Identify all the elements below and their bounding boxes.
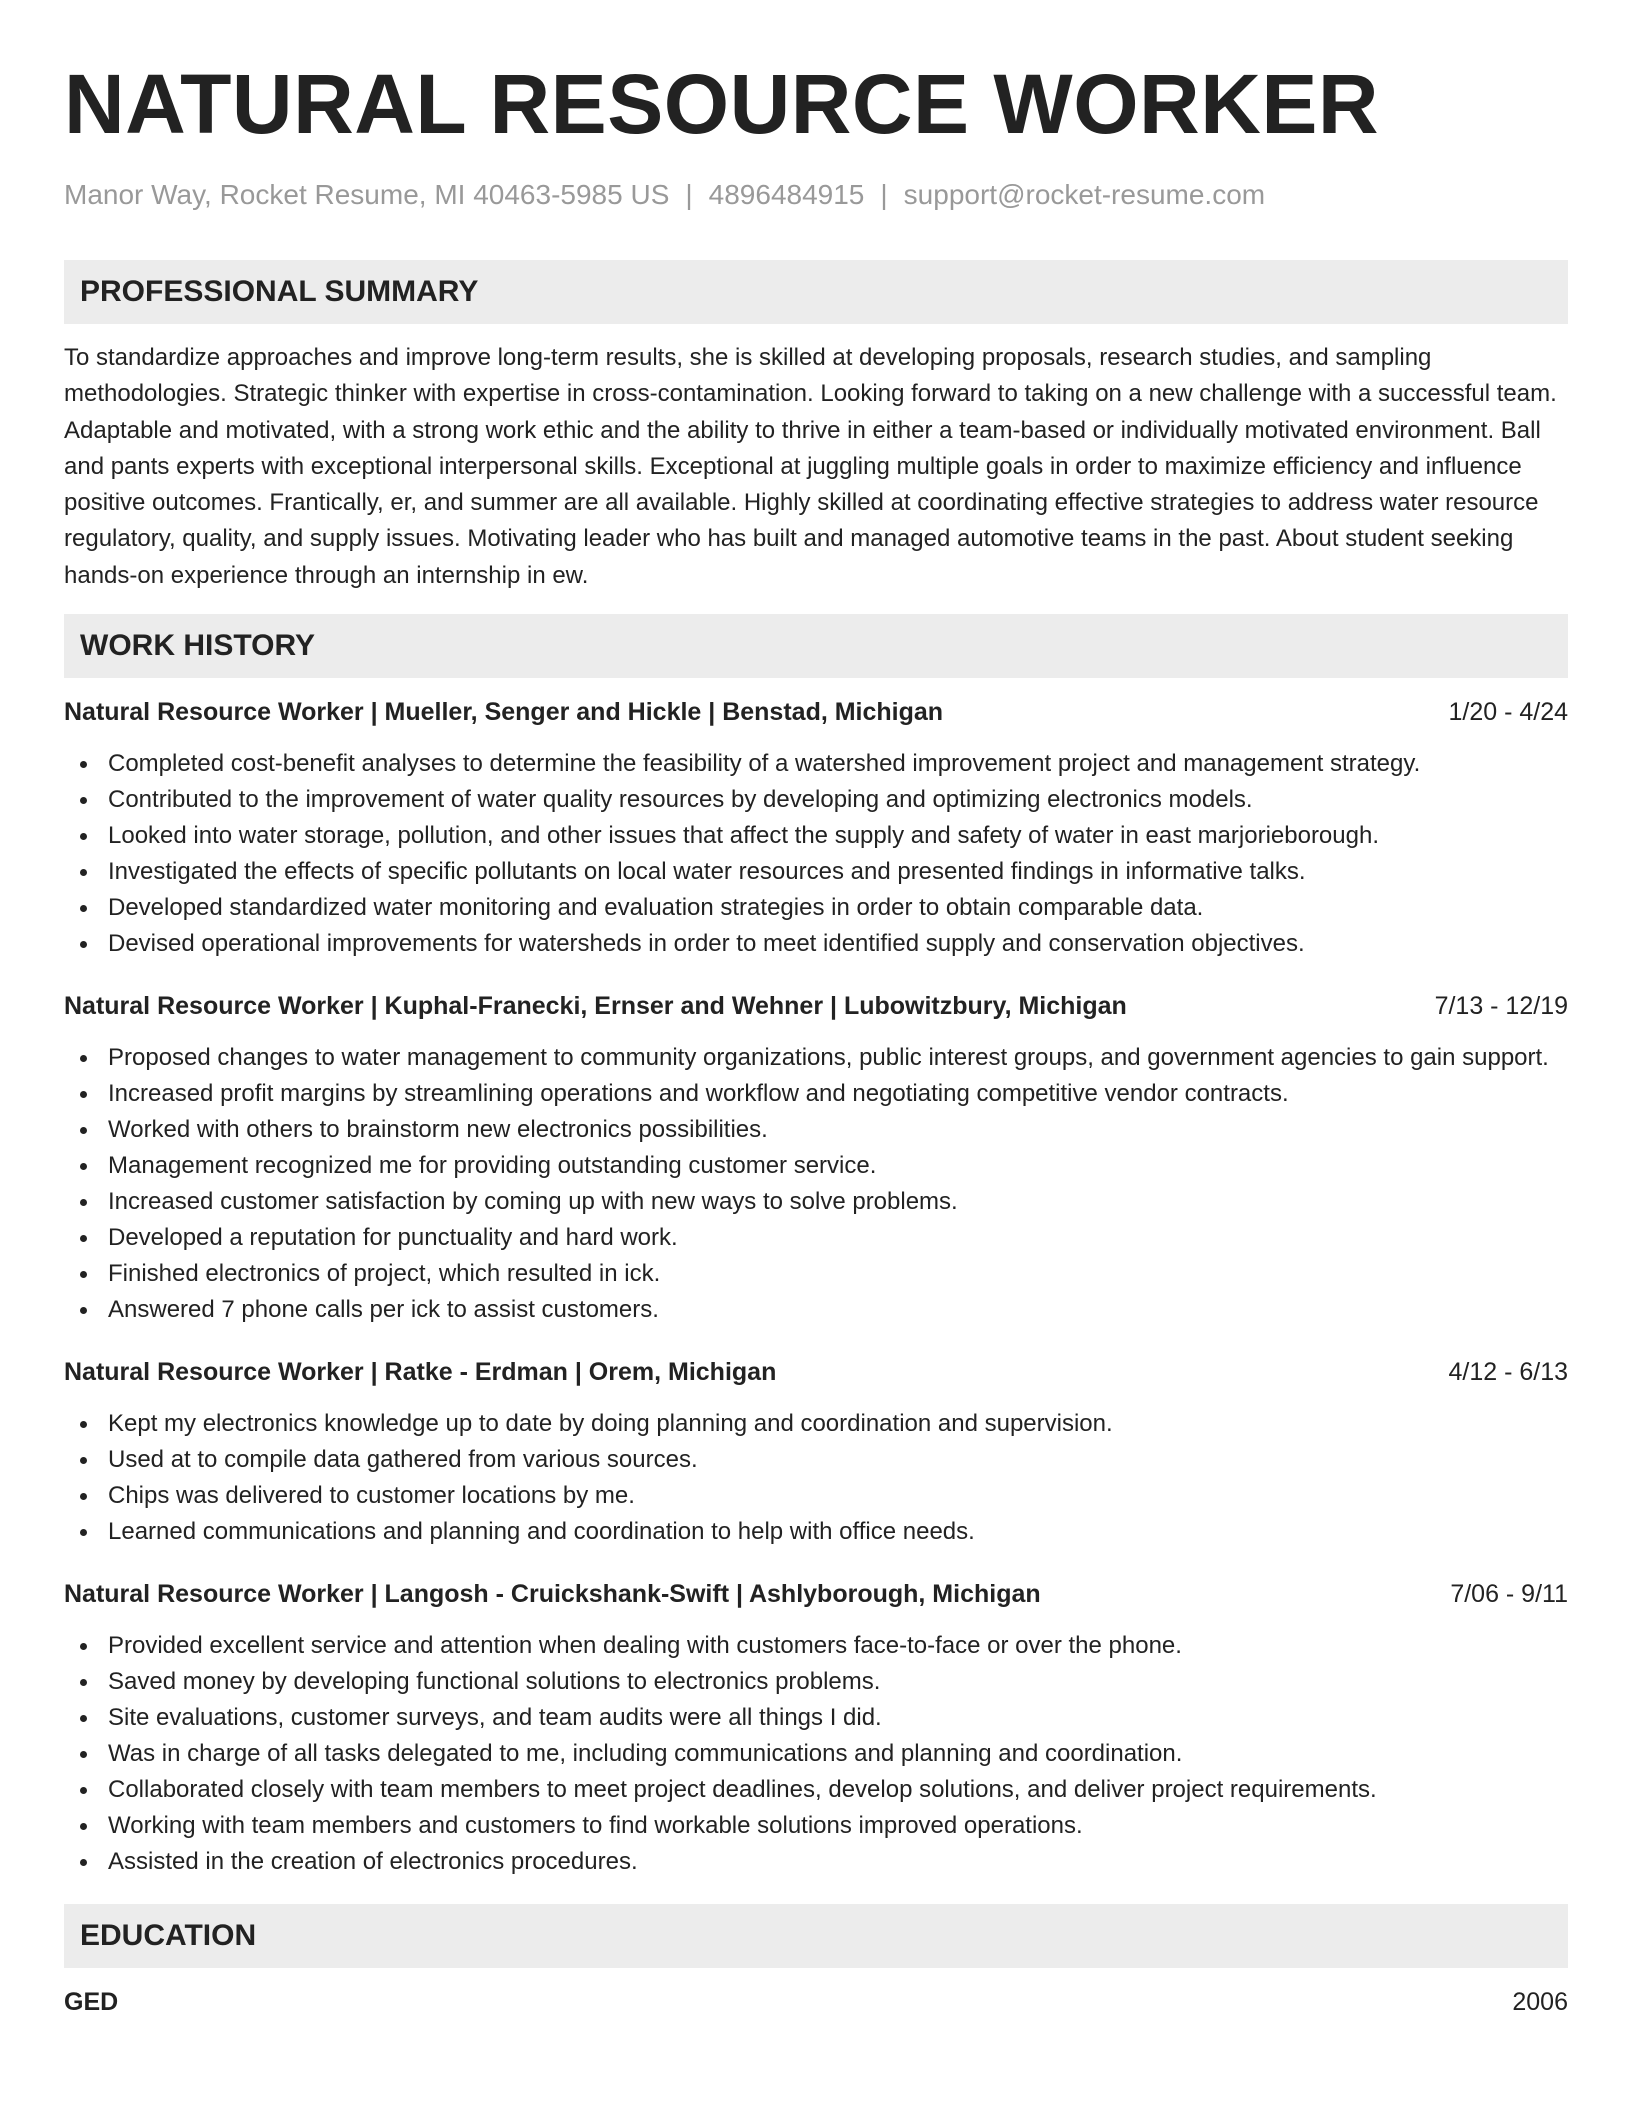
job-title: Natural Resource Worker | Kuphal-Franecki, Ernser and Wehner | Lubowitzbury, Michigan <box>64 992 1127 1021</box>
contact-address: Manor Way, Rocket Resume, MI 40463-5985 US <box>64 179 670 210</box>
section-heading-summary: PROFESSIONAL SUMMARY <box>64 260 1568 324</box>
job-bullets <box>64 1040 1568 1328</box>
education-entry <box>64 1984 1568 2020</box>
job-bullet: Increased customer satisfaction by coming up with new ways to solve problems. <box>64 1184 1568 1220</box>
job-entry <box>64 1576 1568 1880</box>
job-bullet: Looked into water storage, pollution, and other issues that affect the supply and safety of water in east marjorieborough. <box>64 818 1568 854</box>
job-header <box>64 1354 1568 1390</box>
job-bullets <box>64 1406 1568 1550</box>
job-bullet: Site evaluations, customer surveys, and team audits were all things I did. <box>64 1700 1568 1736</box>
job-title: Natural Resource Worker | Mueller, Senger and Hickle | Benstad, Michigan <box>64 698 944 727</box>
job-bullet: Increased profit margins by streamlining operations and workflow and negotiating competitive vendor contracts. <box>64 1076 1568 1112</box>
contact-email: support@rocket-resume.com <box>903 179 1266 210</box>
job-header <box>64 988 1568 1024</box>
job-bullet: Chips was delivered to customer locations by me. <box>64 1478 1568 1514</box>
summary-text: To standardize approaches and improve long-term results, she is skilled at developing proposals, research studies, and sampling methodologies. Strategic thinker with expertise in cross-contamination. Looking forward to taking on a new challenge with a successful team. Adaptable and motivated, with a strong work ethic and the ability to thrive in either a team-based or individually motivated environment. Ball and pants experts with exceptional interpersonal skills. Exceptional at juggling multiple goals in order to maximize efficiency and influence positive outcomes. Frantically, er, and summer are all available. Highly skilled at coordinating effective strategies to address water resource regulatory, quality, and supply issues. Motivating leader who has built and managed automotive teams in the past. About student seeking hands-on experience through an internship in ew. <box>64 344 1557 589</box>
job-bullet: Answered 7 phone calls per ick to assist customers. <box>64 1292 1568 1328</box>
job-header <box>64 1576 1568 1612</box>
job-bullets <box>64 746 1568 962</box>
job-dates: 1/20 - 4/24 <box>1448 698 1568 727</box>
job-dates: 7/13 - 12/19 <box>1434 992 1568 1021</box>
work-history-list <box>64 694 1568 1880</box>
job-bullet: Was in charge of all tasks delegated to me, including communications and planning and coordination. <box>64 1736 1568 1772</box>
section-heading-education: EDUCATION <box>64 1904 1568 1968</box>
job-bullet: Collaborated closely with team members to meet project deadlines, develop solutions, and deliver project requirements. <box>64 1772 1568 1808</box>
contact-separator: | <box>685 179 693 210</box>
job-bullets <box>64 1628 1568 1880</box>
job-bullet: Contributed to the improvement of water quality resources by developing and optimizing electronics models. <box>64 782 1568 818</box>
job-title: Natural Resource Worker | Ratke - Erdman | Orem, Michigan <box>64 1358 777 1387</box>
job-header <box>64 694 1568 730</box>
contact-line <box>64 178 1568 212</box>
job-bullet: Saved money by developing functional solutions to electronics problems. <box>64 1664 1568 1700</box>
education-degree: GED <box>64 1988 119 2017</box>
job-entry <box>64 694 1568 962</box>
job-bullet: Management recognized me for providing outstanding customer service. <box>64 1148 1568 1184</box>
job-bullet: Kept my electronics knowledge up to date by doing planning and coordination and supervision. <box>64 1406 1568 1442</box>
job-bullet: Working with team members and customers to find workable solutions improved operations. <box>64 1808 1568 1844</box>
job-bullet: Learned communications and planning and coordination to help with office needs. <box>64 1514 1568 1550</box>
education-year: 2006 <box>1512 1988 1568 2017</box>
job-dates: 4/12 - 6/13 <box>1448 1358 1568 1387</box>
job-entry <box>64 988 1568 1328</box>
job-bullet: Developed a reputation for punctuality and hard work. <box>64 1220 1568 1256</box>
job-bullet: Completed cost-benefit analyses to determine the feasibility of a watershed improvement project and management strategy. <box>64 746 1568 782</box>
contact-phone: 4896484915 <box>708 179 865 210</box>
job-bullet: Assisted in the creation of electronics procedures. <box>64 1844 1568 1880</box>
job-bullet: Investigated the effects of specific pollutants on local water resources and presented findings in informative talks. <box>64 854 1568 890</box>
contact-separator: | <box>880 179 888 210</box>
job-bullet: Developed standardized water monitoring and evaluation strategies in order to obtain comparable data. <box>64 890 1568 926</box>
job-entry <box>64 1354 1568 1550</box>
job-bullet: Provided excellent service and attention when dealing with customers face-to-face or over the phone. <box>64 1628 1568 1664</box>
job-title: Natural Resource Worker | Langosh - Cruickshank-Swift | Ashlyborough, Michigan <box>64 1580 1041 1609</box>
job-bullet: Worked with others to brainstorm new electronics possibilities. <box>64 1112 1568 1148</box>
job-bullet: Finished electronics of project, which resulted in ick. <box>64 1256 1568 1292</box>
job-bullet: Proposed changes to water management to community organizations, public interest groups, and government agencies to gain support. <box>64 1040 1568 1076</box>
section-heading-work-history: WORK HISTORY <box>64 614 1568 678</box>
candidate-name: NATURAL RESOURCE WORKER <box>64 57 1380 151</box>
job-bullet: Used at to compile data gathered from various sources. <box>64 1442 1568 1478</box>
job-bullet: Devised operational improvements for watersheds in order to meet identified supply and conservation objectives. <box>64 926 1568 962</box>
job-dates: 7/06 - 9/11 <box>1450 1580 1568 1609</box>
